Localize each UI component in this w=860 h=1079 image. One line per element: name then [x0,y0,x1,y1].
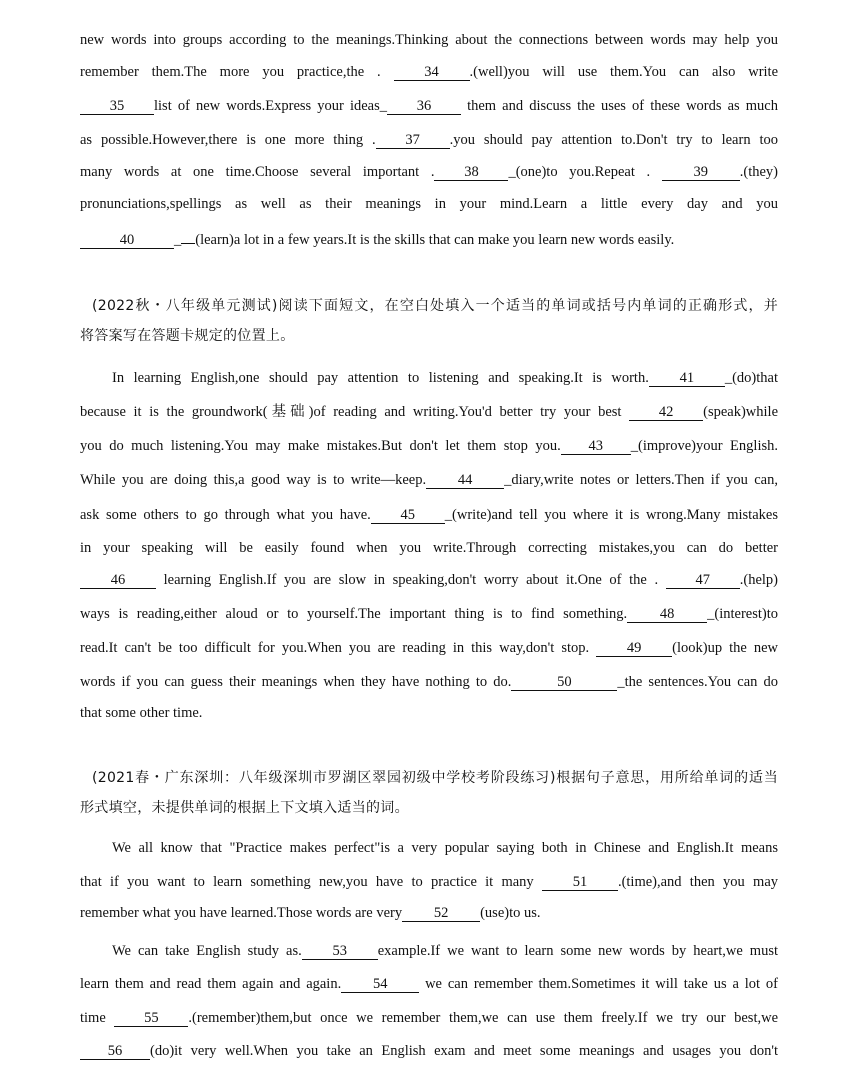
text: that if you want to learn something new,you have to practice it many [80,874,534,890]
text: list of new words.Express your ideas_ [154,98,387,114]
text-line [80,230,778,250]
text-line: We all know that "Practice makes perfect"is a very popular saying both in Chinese and English.It means [112,840,778,856]
text: .(time),and then you may [617,874,778,890]
text: _(write)and tell you where it is wrong.Many mistakes [444,507,778,523]
blank-48[interactable]: 48 [627,606,707,623]
text: (speak)while [703,404,779,420]
text: _(do)that [724,370,778,386]
text-line [80,974,778,994]
blank-52[interactable]: 52 [402,905,480,922]
blank-36[interactable]: 36 [387,98,461,115]
text-line: pronunciations,spellings as well as their meanings in your mind.Learn a little every day and you [80,196,778,212]
text-line [80,1041,778,1061]
text: .(remember)them,but once we remember them,we can use them freely.If we try our best,we [188,1010,778,1026]
blank-35[interactable]: 35 [80,98,154,115]
text: ask some others to go through what you have. [80,507,371,523]
text-line [80,162,778,182]
text-line [80,96,778,116]
text: remember what you have learned.Those words are very [80,905,403,921]
blank-39[interactable]: 39 [662,164,740,181]
text-line [80,604,778,624]
text-line [80,402,778,422]
blank-42[interactable]: 42 [629,404,703,421]
blank-40-tail [181,243,195,244]
text-line [80,1008,778,1028]
text: remember them.The more you practice,the . [80,64,381,80]
text: _the sentences.You can do [617,674,778,690]
blank-51[interactable]: 51 [542,874,618,891]
text: _(interest)to [707,606,778,622]
text: (look)up the new [672,640,778,656]
text: as possible.However,there is one more thing . [80,132,376,148]
text: .you should pay attention to.Don't try to learn too [449,132,778,148]
text: _(improve)your English. [630,438,778,454]
text-line [80,130,778,150]
text-line [112,368,778,388]
section-heading: 将答案写在答题卡规定的位置上。 [80,328,295,344]
text-line [80,505,778,525]
text-line [80,62,778,82]
blank-50[interactable]: 50 [511,674,617,691]
text-line [80,872,778,892]
text-line [80,672,778,692]
text: (do)it very well.When you take an English exam and meet some meanings and usages you don't [150,1043,778,1059]
text: read.It can't be too difficult for you.When you are reading in this way,don't stop. [80,640,590,656]
text: (use)to us. [480,905,541,921]
blank-47[interactable]: 47 [666,572,740,589]
section-heading: (2022秋・八年级单元测试)阅读下面短文，在空白处填入一个适当的单词或括号内单词的正确形式，并 [92,298,778,314]
text-line: in your speaking will be easily found when you write.Through correcting mistakes,you can do better [80,540,778,556]
text-line [80,436,778,456]
blank-55[interactable]: 55 [114,1010,188,1027]
blank-41[interactable]: 41 [649,370,725,387]
text-line [80,638,778,658]
text: we can remember them.Sometimes it will take us a lot of [425,976,778,992]
text: In learning English,one should pay attention to listening and speaking.It is worth. [112,370,649,386]
blank-49[interactable]: 49 [596,640,672,657]
blank-54[interactable]: 54 [341,976,419,993]
blank-37[interactable]: 37 [376,132,450,149]
text-line [80,903,778,923]
section-heading: (2021春・广东深圳：八年级深圳市罗湖区翠园初级中学校考阶段练习)根据句子意思，用所给单词的适当 [92,770,778,786]
text-line [80,570,778,590]
blank-44[interactable]: 44 [426,472,504,489]
text: _diary,write notes or letters.Then if you can, [504,472,778,488]
blank-45[interactable]: 45 [371,507,445,524]
blank-43[interactable]: 43 [561,438,631,455]
text: example.If we want to learn some new words by heart,we must [377,943,778,959]
text: learning English.If you are slow in speaking,don't worry about it.One of the . [163,572,659,588]
blank-34[interactable]: 34 [394,64,470,81]
text: .(well)you will use them.You can also write [469,64,779,80]
text: time [80,1010,106,1026]
blank-38[interactable]: 38 [434,164,508,181]
text: because it is the groundwork(基础)of reading and writing.You'd better try your best [80,404,622,420]
text: learn them and read them again and again. [80,976,342,992]
text: While you are doing this,a good way is to write—keep. [80,472,427,488]
text: .(they) [739,164,779,180]
text-line: that some other time. [80,705,203,721]
text-line [112,941,778,961]
text-line: new words into groups according to the meanings.Thinking about the connections between words may help you [80,32,778,48]
text: ways is reading,either aloud or to yourself.The important thing is to find something. [80,606,628,622]
text: (learn)a lot in a few years.It is the skills that can make you learn new words easily. [195,232,675,248]
text: you do much listening.You may make mistakes.But don't let them stop you. [80,438,561,454]
text: _ [174,232,182,248]
text-line [80,470,778,490]
blank-46[interactable]: 46 [80,572,156,589]
blank-53[interactable]: 53 [302,943,378,960]
text: We can take English study as. [112,943,302,959]
blank-40[interactable]: 40 [80,232,174,249]
text: words if you can guess their meanings when they have nothing to do. [80,674,512,690]
blank-56[interactable]: 56 [80,1043,150,1060]
section-heading: 形式填空，未提供单词的根据上下文填入适当的词。 [80,800,409,816]
text: them and discuss the uses of these words as much [467,98,778,114]
text: .(help) [739,572,779,588]
text: _(one)to you.Repeat . [508,164,651,180]
text: many words at one time.Choose several important . [80,164,435,180]
